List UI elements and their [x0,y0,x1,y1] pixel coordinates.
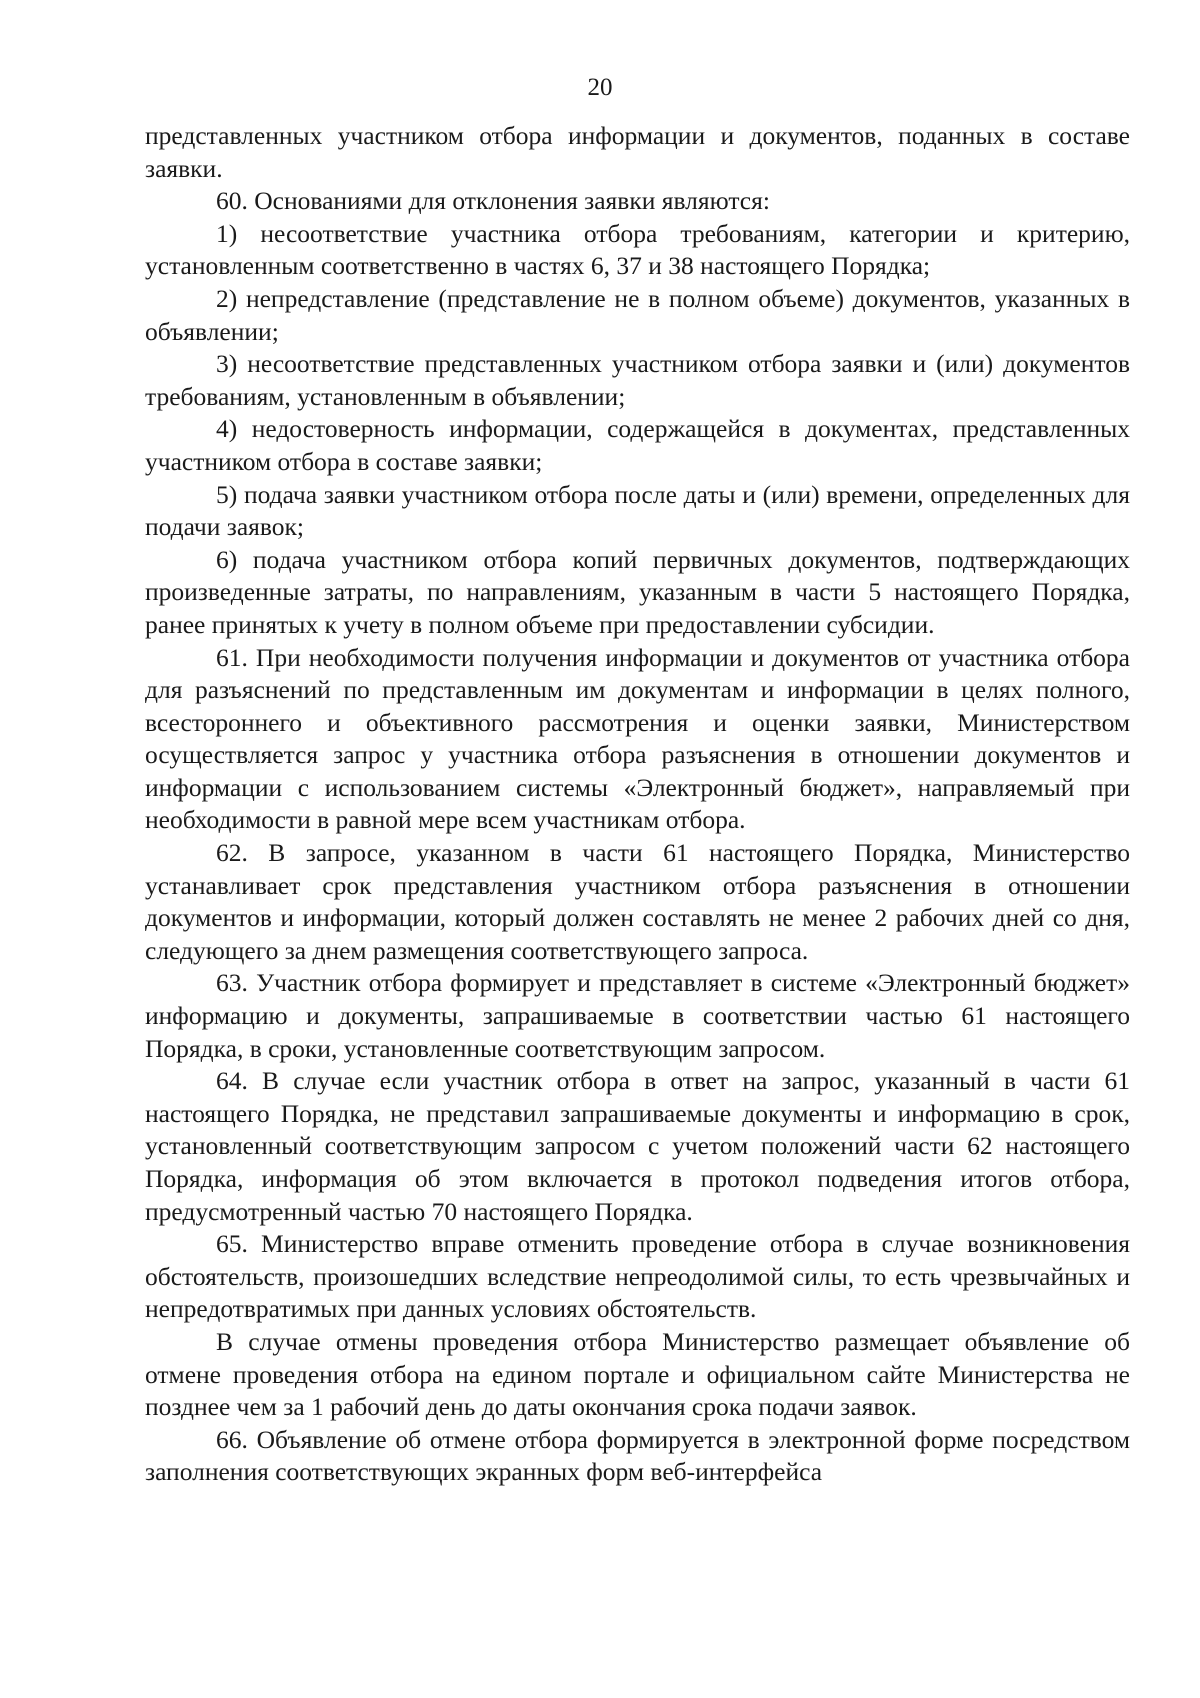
paragraph-continuation: представленных участником отбора информации и документов, поданных в составе заявки. [145,121,1130,183]
paragraph-61: 61. При необходимости получения информации и документов от участника отбора для разъяснений по представленным им документам и информации в целях полного, всестороннего и объективного рассмотрения и оценки заявки, Министерством осуществляется запрос у участника отбора разъяснения в отношении документов и информации с использованием системы «Электронный бюджет», направляемый при необходимости в равной мере всем участникам отбора. [145,642,1130,835]
paragraph-65: 65. Министерство вправе отменить проведение отбора в случае возникновения обстоятельств, произошедших вследствие непреодолимой силы, то есть чрезвычайных и непредотвратимых при данных условиях обстоятельств. [145,1229,1130,1324]
paragraph-66: 66. Объявление об отмене отбора формируется в электронной форме посредством заполнения соответствующих экранных форм веб-интерфейса [145,1424,1130,1487]
paragraph-63: 63. Участник отбора формирует и представляет в системе «Электронный бюджет» информацию и документы, запрашиваемые в соответствии частью 61 настоящего Порядка, в сроки, установленные соответствующим запросом. [145,968,1130,1063]
list-item-6: 6) подача участником отбора копий первичных документов, подтверждающих произведенные затраты, по направлениям, указанным в части 5 настоящего Порядка, ранее принятых к учету в полном объеме при предоставлении субсидии. [145,544,1130,639]
list-item-5: 5) подача заявки участником отбора после даты и (или) времени, определенных для подачи заявок; [145,479,1130,542]
list-item-1: 1) несоответствие участника отбора требованиям, категории и критерию, установленным соответственно в частях 6, 37 и 38 настоящего Порядка; [145,218,1130,281]
paragraph-64: 64. В случае если участник отбора в ответ на запрос, указанный в части 61 настоящего Порядка, не представил запрашиваемые документы и информацию в срок, установленный соответствующим запросом с учетом положений части 62 настоящего Порядка, информация об этом включается в протокол подведения итогов отбора, предусмотренный частью 70 настоящего Порядка. [145,1066,1130,1226]
list-item-3: 3) несоответствие представленных участником отбора заявки и (или) документов требованиям, установленным в объявлении; [145,349,1130,411]
list-item-2: 2) непредставление (представление не в полном объеме) документов, указанных в объявлении; [145,283,1130,346]
paragraph-60: 60. Основаниями для отклонения заявки являются: [216,186,770,216]
page-number: 20 [587,74,613,101]
paragraph-62: 62. В запросе, указанном в части 61 настоящего Порядка, Министерство устанавливает срок представления участником отбора разъяснения в отношении документов и информации, который должен составлять не менее 2 рабочих дней со дня, следующего за днем размещения соответствующего запроса. [145,838,1130,965]
paragraph-65-cancellation: В случае отмены проведения отбора Министерство размещает объявление об отмене проведения отбора на едином портале и официальном сайте Министерства не позднее чем за 1 рабочий день до даты окончания срока подачи заявок. [145,1326,1130,1422]
document-body [145,120,1130,1489]
list-item-4: 4) недостоверность информации, содержащейся в документах, представленных участником отбора в составе заявки; [145,414,1130,476]
